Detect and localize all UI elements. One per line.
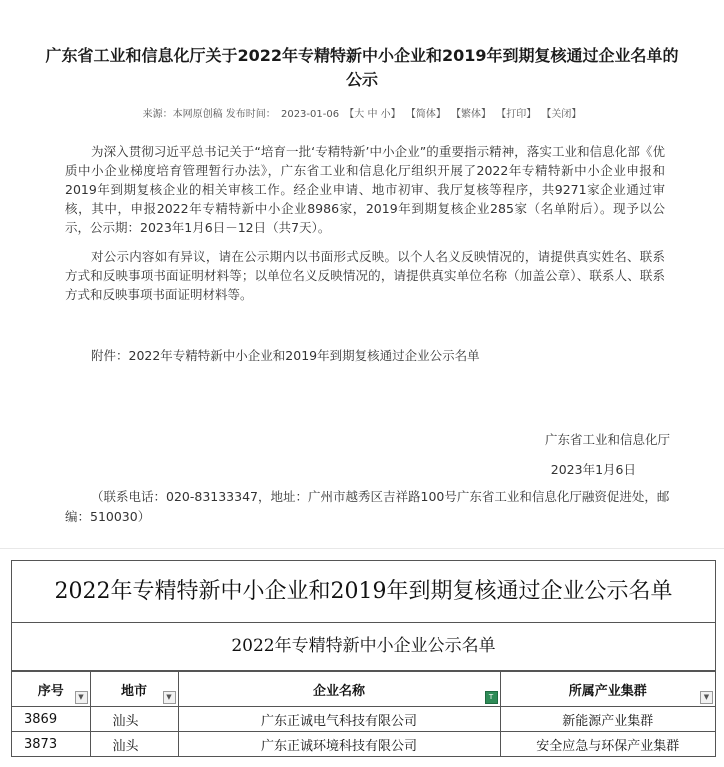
body-paragraph-2: 对公示内容如有异议，请在公示期内以书面形式反映。以个人名义反映情况的，请提供真实姓名、联系方式和反映事项书面证明材料等；以单位名义反映情况的，请提供真实单位名称（加盖公章）、联系人、联系方式和反映事项书面证明材料等。 (65, 249, 665, 302)
publish-date: 2023-01-06 (280, 109, 340, 120)
header-city: 地市 ▼ (90, 672, 178, 707)
header-no: 序号 ▼ (12, 672, 90, 707)
table-row (12, 707, 715, 732)
signature-org: 广东省工业和信息化厅 (544, 432, 670, 447)
table-row (12, 732, 715, 757)
sheet-title: 2022年专精特新中小企业和2019年到期复核通过企业公示名单 (12, 561, 715, 623)
cell-company-name: 广东正诚电气科技有限公司 (178, 707, 500, 732)
spreadsheet-image (11, 560, 716, 757)
attachment-note: 附件：2022年专精特新中小企业和2019年到期复核通过企业公示名单 (91, 348, 480, 363)
close-link[interactable]: 【关闭】 (541, 109, 582, 120)
sheet-subtitle: 2022年专精特新中小企业公示名单 (12, 623, 715, 671)
header-name: 企业名称 T (178, 672, 500, 707)
contact-info: （联系电话：020-83133347，地址：广州市越秀区吉祥路100号广东省工业和信息化厅融资促进处，邮编：510030） (65, 489, 670, 524)
cell-no: 3869 (12, 707, 90, 732)
company-table (12, 671, 715, 757)
simplified-link[interactable]: 【简体】 (405, 109, 446, 120)
header-cluster: 所属产业集群 ▼ (500, 672, 715, 707)
cell-cluster: 安全应急与环保产业集群 (500, 732, 715, 757)
cell-cluster: 新能源产业集群 (500, 707, 715, 732)
signature-date: 2023年1月6日 (550, 462, 636, 477)
cell-city: 汕头 (90, 707, 178, 732)
article-meta (0, 105, 724, 120)
body-paragraph-1: 为深入贯彻习近平总书记关于“培育一批‘专精特新’中小企业”的重要指示精神，落实工业和信息化部《优质中小企业梯度培育管理暂行办法》，广东省工业和信息化厅组织开展了2022年专精特新中小企业申报和2019年到期复核企业的相关审核工作。经企业申请、地市初审、我厅复核等程序，共9271家企业通过审核，其中，申报2022年专精特新中小企业8986家，2019年到期复核企业285家（名单附后）。现予以公示，公示期：2023年1月6日－12日（共7天）。 (65, 144, 665, 235)
filter-dropdown-icon[interactable]: ▼ (75, 691, 88, 704)
filter-dropdown-icon[interactable]: ▼ (700, 691, 713, 704)
section-divider (0, 548, 724, 549)
filter-active-icon[interactable]: T (485, 691, 498, 704)
cell-company-name: 广东正诚环境科技有限公司 (178, 732, 500, 757)
font-size-switch[interactable]: 【大 中 小】 (344, 109, 401, 120)
filter-dropdown-icon[interactable]: ▼ (163, 691, 176, 704)
cell-city: 汕头 (90, 732, 178, 757)
traditional-link[interactable]: 【繁体】 (451, 109, 492, 120)
table-header-row (12, 672, 715, 707)
cell-no: 3873 (12, 732, 90, 757)
article-title: 广东省工业和信息化厅关于2022年专精特新中小企业和2019年到期复核通过企业名单的公示 (45, 46, 679, 89)
print-link[interactable]: 【打印】 (496, 109, 537, 120)
source-label: 来源：本网原创稿 发布时间： (142, 109, 276, 120)
